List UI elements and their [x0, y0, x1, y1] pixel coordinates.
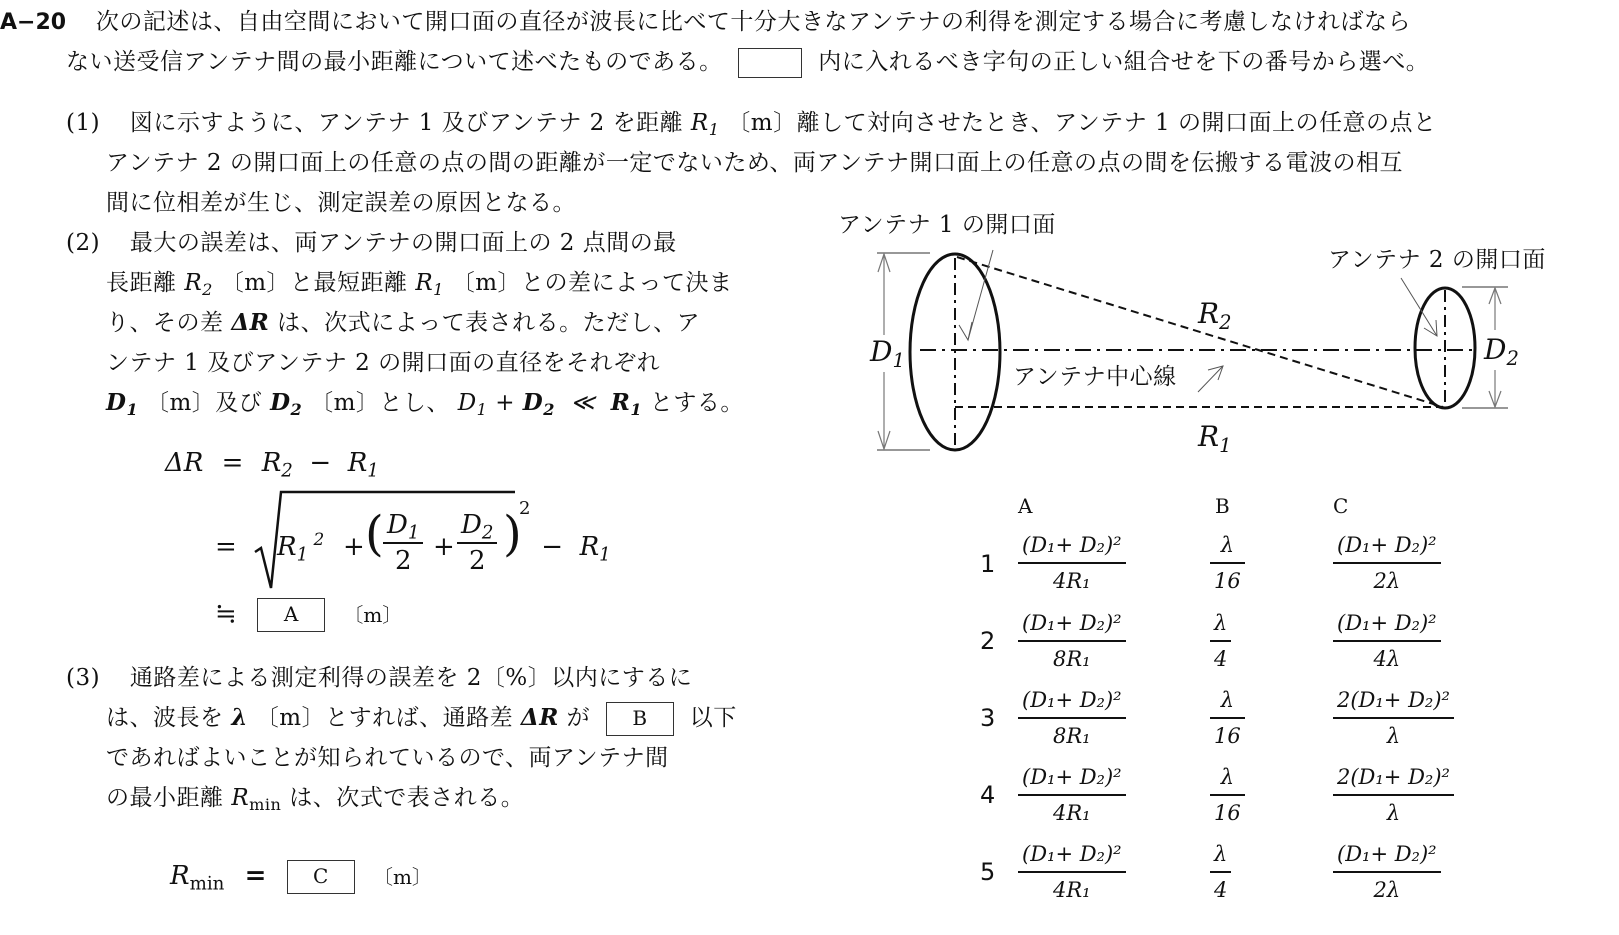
option-B: λ 4 — [1210, 606, 1231, 676]
text: 長距離 — [106, 270, 177, 296]
intro-text: 内に入れるべき字句の正しい組合せを下の番号から選べ。 — [818, 49, 1430, 75]
item-label: (3) — [66, 665, 101, 691]
text: り、その差 — [106, 310, 224, 336]
option-A: (D₁+ D₂)² 8R₁ — [1018, 606, 1126, 676]
var-D1: $D_1$ — [106, 389, 139, 419]
label-antenna-centerline: アンテナ中心線 — [1013, 364, 1177, 390]
text: の最小距離 — [106, 785, 224, 811]
col-header-A: A — [1018, 494, 1033, 518]
plus: + — [343, 532, 365, 562]
option-number: 5 — [980, 858, 996, 886]
label-R2: $R_2$ — [1198, 297, 1232, 334]
col-header-C: C — [1333, 494, 1349, 518]
text: は、波長を — [106, 705, 224, 731]
text: は、次式で表される。 — [289, 785, 525, 811]
var-deltaR: ΔR — [520, 704, 559, 731]
eq-sign: = — [221, 448, 244, 478]
eq-rhs: $R_2 - R_1$ — [261, 448, 379, 482]
minus-r1: − $R_1$ — [533, 532, 611, 566]
text: 〔m〕との差によって決ま — [451, 270, 733, 296]
exponent-2: 2 — [519, 498, 531, 519]
item2-line4: ンテナ 1 及びアンテナ 2 の開口面の直径をそれぞれ — [106, 350, 661, 376]
option-number: 1 — [980, 550, 996, 578]
condition-expr: $D_1 + D_2$ ≪ $R_1$ — [457, 389, 643, 419]
col-header-B: B — [1215, 494, 1230, 518]
intro-text: 次の記述は、自由空間において開口面の直径が波長に比べて十分大きなアンテナの利得を測定する場合に考慮しなければなら — [95, 9, 1411, 35]
option-C: 2(D₁+ D₂)² λ — [1333, 760, 1454, 830]
option-B: λ 4 — [1210, 837, 1231, 907]
option-C: (D₁+ D₂)² 2λ — [1333, 528, 1441, 598]
option-A: (D₁+ D₂)² 4R₁ — [1018, 837, 1126, 907]
option-A: (D₁+ D₂)² 4R₁ — [1018, 528, 1126, 598]
label-antenna2-aperture: アンテナ 2 の開口面 — [1328, 247, 1546, 273]
text: 通路差による測定利得の誤差を 2〔%〕以内にするに — [129, 665, 693, 691]
paren-close: ) — [503, 506, 522, 562]
text: 〔m〕とすれば、通路差 — [255, 705, 514, 731]
text: 〔m〕離して対向させたとき、アンテナ 1 の開口面上の任意の点と — [727, 110, 1437, 136]
item1-line3: 間に位相差が生じ、測定誤差の原因となる。 — [106, 190, 576, 216]
option-C: 2(D₁+ D₂)² λ — [1333, 683, 1454, 753]
var-rmin: $R_{min}$ — [170, 861, 225, 895]
item-label: (1) — [66, 110, 101, 136]
text: が — [566, 705, 591, 731]
text: は、次式によって表される。ただし、ア — [277, 310, 701, 336]
option-C: (D₁+ D₂)² 2λ — [1333, 837, 1441, 907]
text: 〔m〕及び — [145, 390, 263, 416]
paren-open: ( — [365, 506, 384, 562]
approx-sign: ≒ — [215, 599, 237, 629]
text: とする。 — [649, 390, 744, 416]
option-B: λ 16 — [1210, 683, 1245, 753]
item-label: (2) — [66, 230, 101, 256]
plus: + — [433, 532, 455, 562]
var-lambda: λ — [231, 704, 248, 731]
label-antenna1-aperture: アンテナ 1 の開口面 — [838, 212, 1056, 238]
frac-d1-over-2: $D_1$ 2 — [383, 508, 423, 578]
item1-line2: アンテナ 2 の開口面上の任意の点の間の距離が一定でないため、両アンテナ開口面上の任意の点の間を伝搬する電波の相互 — [106, 150, 1403, 176]
option-A: (D₁+ D₂)² 8R₁ — [1018, 683, 1126, 753]
intro-text: ない送受信アンテナ間の最小距離について述べたものである。 — [66, 49, 723, 75]
option-A: (D₁+ D₂)² 4R₁ — [1018, 760, 1126, 830]
eq-sign: = — [215, 532, 237, 562]
option-number: 3 — [980, 704, 996, 732]
unit-m: 〔m〕 — [372, 865, 432, 889]
var-D2: $D_2$ — [270, 389, 303, 419]
label-D2: $D_2$ — [1484, 333, 1519, 370]
text: 以下 — [689, 705, 737, 731]
item3-line3: であればよいことが知られているので、両アンテナ間 — [106, 745, 669, 771]
label-R1: $R_1$ — [1198, 420, 1232, 457]
var-R1: $R_1$ — [690, 110, 720, 139]
option-number: 4 — [980, 781, 996, 809]
var-rmin: $R_{min}$ — [231, 785, 282, 814]
text: 〔m〕と最短距離 — [220, 270, 408, 296]
blank-B: B — [606, 702, 674, 736]
option-B: λ 16 — [1210, 760, 1245, 830]
option-C: (D₁+ D₂)² 4λ — [1333, 606, 1441, 676]
option-B: λ 16 — [1210, 528, 1245, 598]
var-R2: $R_2$ — [184, 270, 213, 299]
blank-C: C — [287, 860, 355, 894]
unit-m: 〔m〕 — [343, 603, 403, 627]
question-number: A−20 — [0, 10, 67, 35]
var-deltaR: ΔR — [231, 309, 270, 336]
eq-lhs: ΔR — [165, 448, 204, 478]
option-number: 2 — [980, 627, 996, 655]
label-D1: $D_1$ — [870, 335, 905, 372]
text: 図に示すように、アンテナ 1 及びアンテナ 2 を距離 — [129, 110, 684, 136]
text: 最大の誤差は、両アンテナの開口面上の 2 点間の最 — [129, 230, 677, 256]
sqrt-content-r1: $R_1$ $^2$ — [277, 528, 325, 566]
frac-d2-over-2: $D_2$ 2 — [457, 508, 497, 578]
text: 〔m〕とし、 — [310, 390, 450, 416]
var-R1: $R_1$ — [415, 270, 444, 299]
eq-sign: = — [244, 861, 267, 891]
blank-A: A — [257, 598, 325, 632]
